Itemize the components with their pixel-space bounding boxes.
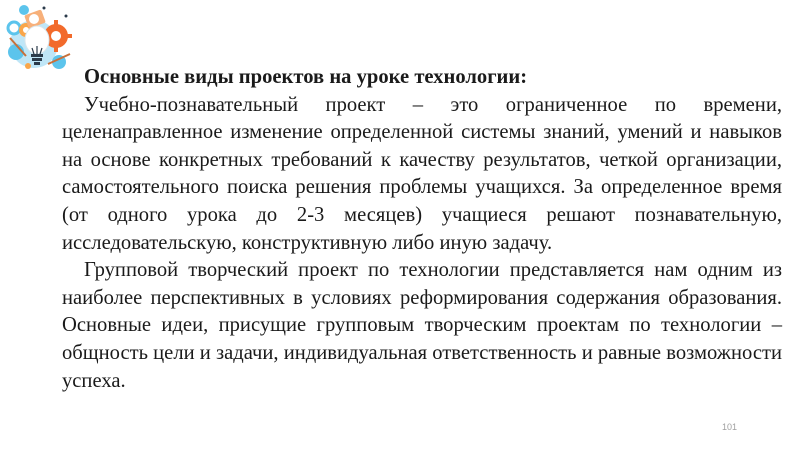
paragraph-group-creative-project: Групповой творческий проект по технологии представляется нам одним из наиболее перспективных в условиях реформирования содержания образования. Основные идеи, присущие групповым творческим проектам по технологии – общность цели и задачи, индивидуальная ответственность и равные возможности успеха. [62,259,782,392]
page-number: 101 [722,422,738,432]
slide-body [62,64,782,395]
slide-heading: Основные виды проектов на уроке технологии: [84,66,528,88]
paragraph-educational-project: Учебно-познавательный проект – это ограниченное по времени, целенаправленное изменение определенной системы знаний, умений и навыков на основе конкретных требований к качеству результатов, четкой организации, самостоятельного поиска решения проблемы учащихся. За определенное время (от одного урока до 2-3 месяцев) учащиеся решают познавательную, исследовательскую, конструктивную либо иную задачу. [62,93,782,254]
